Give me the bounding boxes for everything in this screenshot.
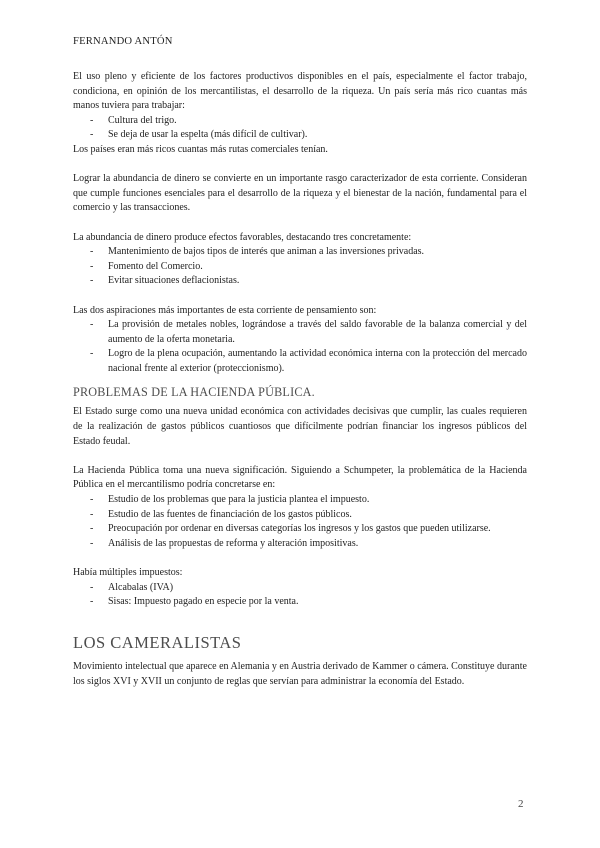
section-heading: LOS CAMERALISTAS [73, 633, 242, 653]
list-item: - Estudio de los problemas que para la justicia plantea el impuesto. [73, 493, 527, 508]
paragraph: La abundancia de dinero produce efectos favorables, destacando tres concretamente: [73, 231, 412, 243]
list-item: - Estudio de las fuentes de financiación de los gastos públicos. [73, 508, 527, 523]
paragraph: El Estado surge como una nueva unidad económica con actividades decisivas que cumplir, las cuales requieren de la realización de gastos públicos cuantiosos que difícilmente podrían financiar los ingresos públicos del Estado feudal. [73, 406, 527, 447]
list-item: - Mantenimiento de bajos tipos de interés que animan a las inversiones privadas. [73, 245, 527, 260]
paragraph: El uso pleno y eficiente de los factores productivos disponibles en el país, especialmente el factor trabajo, condiciona, en opinión de los mercantilistas, el desarrollo de la riqueza. Un país sería más rico cuantas más manos tuviera para trabajar: [73, 71, 527, 112]
bullet-list [73, 114, 527, 143]
list-item: - Se deja de usar la espelta (más difícil de cultivar). [73, 128, 527, 143]
paragraph: Lograr la abundancia de dinero se convierte en un importante rasgo caracterizador de esta corriente. Consideran que cumple funciones esenciales para el desarrollo de la riqueza y el bienestar de la nación, fundamental para el comercio y las transacciones. [73, 173, 527, 214]
list-item: - Fomento del Comercio. [73, 260, 527, 275]
list-item: - Análisis de las propuestas de reforma y alteración impositivas. [73, 537, 527, 552]
bullet-list [73, 245, 527, 289]
paragraph: Había múltiples impuestos: [73, 567, 183, 578]
list-item: - Logro de la plena ocupación, aumentando la actividad económica interna con la protección del mercado nacional frente al exterior (proteccionismo). [73, 347, 527, 376]
bullet-list [73, 581, 527, 610]
document-page [73, 36, 527, 690]
list-item: - Sisas: Impuesto pagado en especie por la venta. [73, 595, 527, 610]
paragraph: La Hacienda Pública toma una nueva significación. Siguiendo a Schumpeter, la problemática de la Hacienda Pública en el mercantilismo podría concretarse en: [73, 464, 527, 491]
bullet-list [73, 493, 527, 551]
list-item: - Evitar situaciones deflacionistas. [73, 274, 527, 289]
list-item: - Cultura del trigo. [73, 114, 527, 129]
section-heading: PROBLEMAS DE LA HACIENDA PÚBLICA. [73, 385, 315, 400]
list-item: - Preocupación por ordenar en diversas categorías los ingresos y los gastos que pueden utilizarse. [73, 522, 527, 537]
page-number: 2 [518, 798, 524, 810]
paragraph: Movimiento intelectual que aparece en Alemania y en Austria derivado de Kammer o cámera. Constituye durante los siglos XVI y XVII un conjunto de reglas que servían para administrar la economía del Estado. [73, 661, 527, 687]
list-item: - Alcabalas (IVA) [73, 581, 527, 596]
bullet-list [73, 318, 527, 376]
page-header: FERNANDO ANTÓN [73, 36, 173, 47]
paragraph: Las dos aspiraciones más importantes de esta corriente de pensamiento son: [73, 304, 377, 316]
list-item: - La provisión de metales nobles, lográndose a través del saldo favorable de la balanza comercial y del aumento de la oferta monetaria. [73, 318, 527, 347]
paragraph: Los países eran más ricos cuantas más rutas comerciales tenían. [73, 143, 328, 155]
